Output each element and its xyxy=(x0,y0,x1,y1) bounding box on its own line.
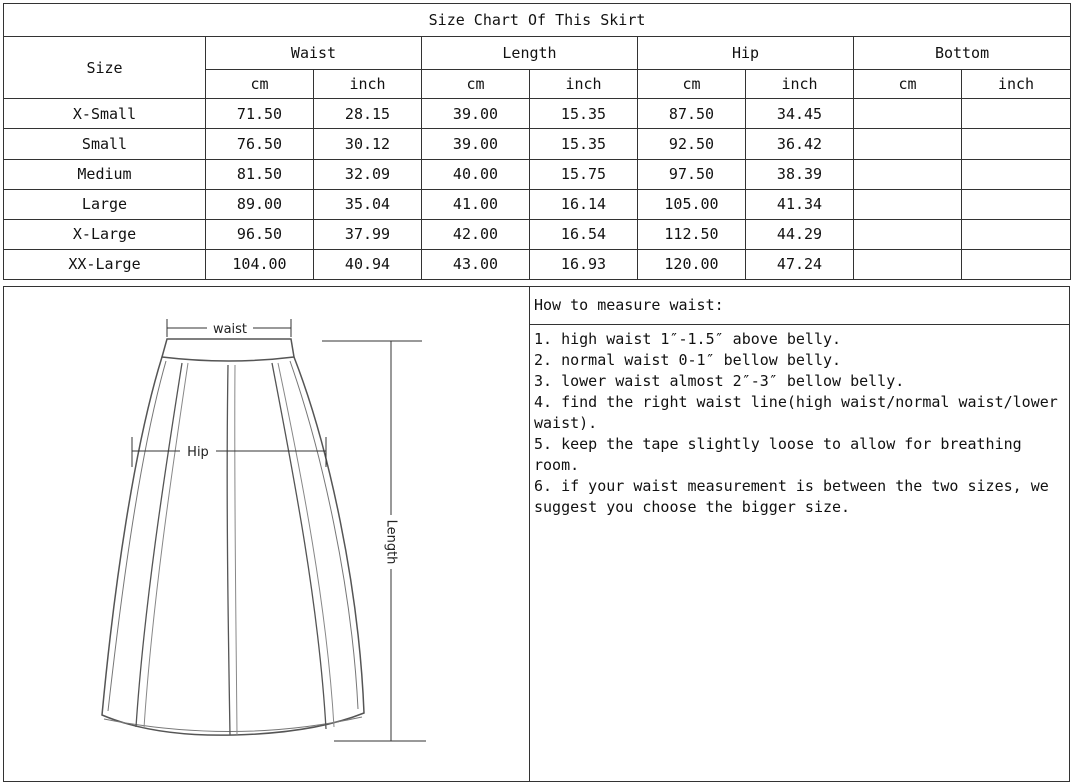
cell-hip-inch: 38.39 xyxy=(746,159,854,189)
size-rows xyxy=(4,99,1071,280)
cell-hip-cm: 92.50 xyxy=(638,129,746,159)
cell-length-cm: 40.00 xyxy=(422,159,530,189)
cell-bottom-inch xyxy=(962,219,1071,249)
waist-label: waist xyxy=(212,322,248,337)
measure-steps xyxy=(530,325,1069,518)
unit-header: inch xyxy=(962,70,1071,99)
measure-section xyxy=(3,286,1070,782)
table-row xyxy=(4,129,1071,159)
skirt-outline xyxy=(102,357,364,735)
cell-size: X-Small xyxy=(4,99,206,129)
unit-header: inch xyxy=(530,70,638,99)
bottom-header: Bottom xyxy=(854,37,1071,70)
cell-waist-inch: 37.99 xyxy=(314,219,422,249)
cell-hip-inch: 34.45 xyxy=(746,99,854,129)
skirt-seam xyxy=(227,365,230,735)
unit-header: cm xyxy=(854,70,962,99)
cell-waist-cm: 96.50 xyxy=(206,219,314,249)
skirt-diagram-panel xyxy=(4,287,530,781)
cell-waist-inch: 35.04 xyxy=(314,189,422,219)
cell-bottom-inch xyxy=(962,249,1071,279)
table-row xyxy=(4,99,1071,129)
cell-bottom-inch xyxy=(962,189,1071,219)
cell-hip-inch: 44.29 xyxy=(746,219,854,249)
cell-length-inch: 15.35 xyxy=(530,99,638,129)
cell-waist-cm: 89.00 xyxy=(206,189,314,219)
cell-length-cm: 39.00 xyxy=(422,129,530,159)
cell-bottom-cm xyxy=(854,129,962,159)
cell-length-inch: 16.14 xyxy=(530,189,638,219)
cell-length-cm: 43.00 xyxy=(422,249,530,279)
cell-waist-cm: 81.50 xyxy=(206,159,314,189)
waist-header: Waist xyxy=(206,37,422,70)
hip-label: Hip xyxy=(187,445,209,460)
cell-length-inch: 16.54 xyxy=(530,219,638,249)
cell-size: Small xyxy=(4,129,206,159)
cell-waist-inch: 28.15 xyxy=(314,99,422,129)
cell-bottom-inch xyxy=(962,99,1071,129)
cell-length-inch: 15.75 xyxy=(530,159,638,189)
cell-length-cm: 39.00 xyxy=(422,99,530,129)
cell-hip-inch: 41.34 xyxy=(746,189,854,219)
measure-step: 2. normal waist 0-1″ bellow belly. xyxy=(534,351,842,369)
cell-waist-cm: 71.50 xyxy=(206,99,314,129)
length-label: Length xyxy=(383,519,399,565)
measure-title: How to measure waist: xyxy=(530,287,1069,325)
cell-size: XX-Large xyxy=(4,249,206,279)
cell-waist-inch: 40.94 xyxy=(314,249,422,279)
measure-step: 6. if your waist measurement is between the two sizes, we suggest you choose the bigger size. xyxy=(534,477,1058,516)
measure-instructions xyxy=(530,287,1069,781)
skirt-diagram xyxy=(4,287,529,781)
measure-step: 3. lower waist almost 2″-3″ bellow belly. xyxy=(534,372,905,390)
size-header: Size xyxy=(4,37,206,99)
measure-step: 5. keep the tape slightly loose to allow for breathing room. xyxy=(534,435,1031,474)
cell-size: X-Large xyxy=(4,219,206,249)
table-row xyxy=(4,219,1071,249)
cell-length-cm: 41.00 xyxy=(422,189,530,219)
cell-bottom-cm xyxy=(854,189,962,219)
cell-hip-cm: 105.00 xyxy=(638,189,746,219)
cell-bottom-cm xyxy=(854,159,962,189)
table-row xyxy=(4,159,1071,189)
hip-header: Hip xyxy=(638,37,854,70)
cell-hip-cm: 87.50 xyxy=(638,99,746,129)
cell-waist-cm: 76.50 xyxy=(206,129,314,159)
cell-waist-inch: 30.12 xyxy=(314,129,422,159)
skirt-seam xyxy=(272,363,326,729)
cell-length-cm: 42.00 xyxy=(422,219,530,249)
size-chart-table xyxy=(3,3,1071,280)
chart-title: Size Chart Of This Skirt xyxy=(4,4,1071,37)
length-header: Length xyxy=(422,37,638,70)
cell-length-inch: 16.93 xyxy=(530,249,638,279)
cell-waist-cm: 104.00 xyxy=(206,249,314,279)
cell-hip-cm: 112.50 xyxy=(638,219,746,249)
table-row xyxy=(4,189,1071,219)
measure-step: 4. find the right waist line(high waist/normal waist/lower waist). xyxy=(534,393,1067,432)
cell-bottom-inch xyxy=(962,129,1071,159)
table-row xyxy=(4,249,1071,279)
cell-bottom-cm xyxy=(854,99,962,129)
cell-bottom-inch xyxy=(962,159,1071,189)
cell-hip-cm: 120.00 xyxy=(638,249,746,279)
unit-header: cm xyxy=(638,70,746,99)
unit-header: cm xyxy=(422,70,530,99)
unit-header: inch xyxy=(746,70,854,99)
cell-size: Medium xyxy=(4,159,206,189)
cell-length-inch: 15.35 xyxy=(530,129,638,159)
cell-waist-inch: 32.09 xyxy=(314,159,422,189)
cell-bottom-cm xyxy=(854,249,962,279)
cell-hip-inch: 47.24 xyxy=(746,249,854,279)
cell-size: Large xyxy=(4,189,206,219)
unit-header: cm xyxy=(206,70,314,99)
skirt-waistband xyxy=(162,339,294,361)
unit-header: inch xyxy=(314,70,422,99)
cell-bottom-cm xyxy=(854,219,962,249)
cell-hip-cm: 97.50 xyxy=(638,159,746,189)
skirt-seam xyxy=(136,363,182,727)
cell-hip-inch: 36.42 xyxy=(746,129,854,159)
measure-step: 1. high waist 1″-1.5″ above belly. xyxy=(534,330,842,348)
